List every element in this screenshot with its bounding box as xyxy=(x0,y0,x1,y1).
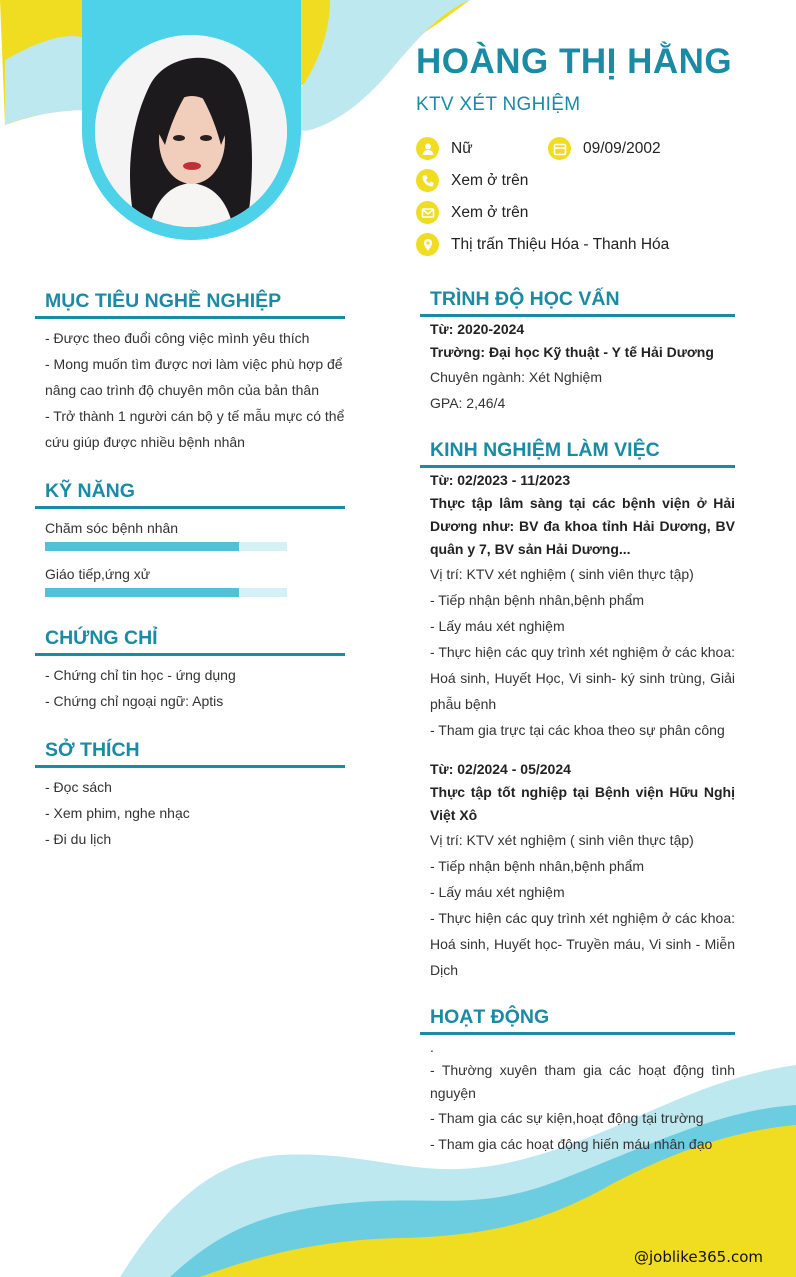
activity-item: - Tham gia các sự kiện,hoạt động tại trường xyxy=(430,1110,704,1126)
phone-icon xyxy=(416,169,439,192)
education-title: TRÌNH ĐỘ HỌC VẤN xyxy=(430,288,620,310)
address-value: Thị trấn Thiệu Hóa - Thanh Hóa xyxy=(451,235,670,253)
phone-row xyxy=(416,169,528,192)
gender-value: Nữ xyxy=(451,139,473,157)
email-value: Xem ở trên xyxy=(451,203,529,221)
job-line: - Thực hiện các quy trình xét nghiệm ở các khoa: Hoá sinh, Huyết Học, Vi sinh- ký sinh trùng, Giải phẫu bệnh xyxy=(430,644,735,712)
job-line: Vị trí: KTV xét nghiệm ( sinh viên thực tập) xyxy=(430,832,694,848)
job-line: Vị trí: KTV xét nghiệm ( sinh viên thực tập) xyxy=(430,566,694,582)
job-heading: Thực tập tốt nghiệp tại Bệnh viện Hữu Nghị Việt Xô xyxy=(430,784,735,823)
hobby-item: - Đọc sách xyxy=(45,779,112,795)
education-gpa: GPA: 2,46/4 xyxy=(430,395,506,411)
gender-row xyxy=(416,137,473,160)
phone-value: Xem ở trên xyxy=(451,171,529,189)
address-row xyxy=(416,233,669,256)
job-line: - Lấy máu xét nghiệm xyxy=(430,884,565,900)
user-icon xyxy=(416,137,439,160)
experience-title: KINH NGHIỆM LÀM VIỆC xyxy=(430,439,660,461)
skill-label: Giáo tiếp,ứng xử xyxy=(45,566,151,582)
certificates-divider xyxy=(35,653,345,656)
skill-bar-fill xyxy=(45,588,239,597)
job-line: - Tiếp nhận bệnh nhân,bệnh phẩm xyxy=(430,858,645,874)
education-major: Chuyên ngành: Xét Nghiệm xyxy=(430,369,602,385)
activity-item: - Thường xuyên tham gia các hoạt động tình nguyện xyxy=(430,1062,735,1101)
job-heading: Thực tập lâm sàng tại các bệnh viện ở Hải Dương như: BV đa khoa tỉnh Hải Dương, BV quân y 7, BV sản Hải Dương... xyxy=(430,495,735,557)
objective-item: - Mong muốn tìm được nơi làm việc phù hợp để nâng cao trình độ chuyên môn của bản thân xyxy=(45,356,343,398)
location-pin-icon xyxy=(416,233,439,256)
experience-job xyxy=(430,758,735,983)
activities-divider xyxy=(420,1032,735,1035)
job-title: KTV XÉT NGHIỆM xyxy=(416,94,581,115)
skill-bar-fill xyxy=(45,542,239,551)
certificate-item: - Chứng chỉ tin học - ứng dụng xyxy=(45,667,236,683)
certificates-title: CHỨNG CHỈ xyxy=(45,627,158,649)
hobbies-divider xyxy=(35,765,345,768)
objective-divider xyxy=(35,316,345,319)
activity-item: . xyxy=(430,1039,434,1055)
objective-title: MỤC TIÊU NGHỀ NGHIỆP xyxy=(45,290,282,312)
mail-icon xyxy=(416,201,439,224)
education-block xyxy=(430,318,735,416)
dob-value: 09/09/2002 xyxy=(583,139,661,157)
activity-item: - Tham gia các hoạt động hiến máu nhân đạo xyxy=(430,1136,713,1152)
job-period: Từ: 02/2024 - 05/2024 xyxy=(430,761,571,777)
avatar xyxy=(95,35,287,227)
hobby-item: - Đi du lịch xyxy=(45,831,112,847)
hobbies-title: SỞ THÍCH xyxy=(45,739,140,761)
dob-row xyxy=(548,137,661,160)
email-row xyxy=(416,201,528,224)
certificate-item: - Chứng chỉ ngoại ngữ: Aptis xyxy=(45,693,224,709)
job-line: - Lấy máu xét nghiệm xyxy=(430,618,565,634)
objective-item: - Được theo đuổi công việc mình yêu thích xyxy=(45,330,310,346)
education-period: Từ: 2020-2024 xyxy=(430,321,525,337)
job-line: - Tham gia trực tại các khoa theo sự phân công xyxy=(430,722,725,738)
skills-divider xyxy=(35,506,345,509)
hobby-item: - Xem phim, nghe nhạc xyxy=(45,805,190,821)
job-period: Từ: 02/2023 - 11/2023 xyxy=(430,472,571,488)
education-school: Trường: Đại học Kỹ thuật - Y tế Hải Dương xyxy=(430,344,714,360)
activities-list xyxy=(430,1036,735,1157)
skill-bar xyxy=(45,542,287,551)
calendar-icon xyxy=(548,137,571,160)
experience-divider xyxy=(420,465,735,468)
education-divider xyxy=(420,314,735,317)
experience-job xyxy=(430,469,735,743)
skill-bar xyxy=(45,588,287,597)
job-line: - Thực hiện các quy trình xét nghiệm ở các khoa: Hoá sinh, Huyết học- Truyền máu, Vi sinh - Miễn Dịch xyxy=(430,910,735,978)
skill-label: Chăm sóc bệnh nhân xyxy=(45,520,179,536)
hobbies-list xyxy=(45,774,345,852)
watermark: @joblike365.com xyxy=(634,1248,764,1266)
certificates-list xyxy=(45,662,345,714)
skills-title: KỸ NĂNG xyxy=(45,480,135,502)
objective-list xyxy=(45,325,345,455)
objective-item: - Trở thành 1 người cán bộ y tế mẫu mực có thể cứu giúp được nhiều bệnh nhân xyxy=(45,408,345,450)
activities-title: HOẠT ĐỘNG xyxy=(430,1006,550,1028)
candidate-name: HOÀNG THỊ HẰNG xyxy=(416,42,733,81)
job-line: - Tiếp nhận bệnh nhân,bệnh phẩm xyxy=(430,592,645,608)
